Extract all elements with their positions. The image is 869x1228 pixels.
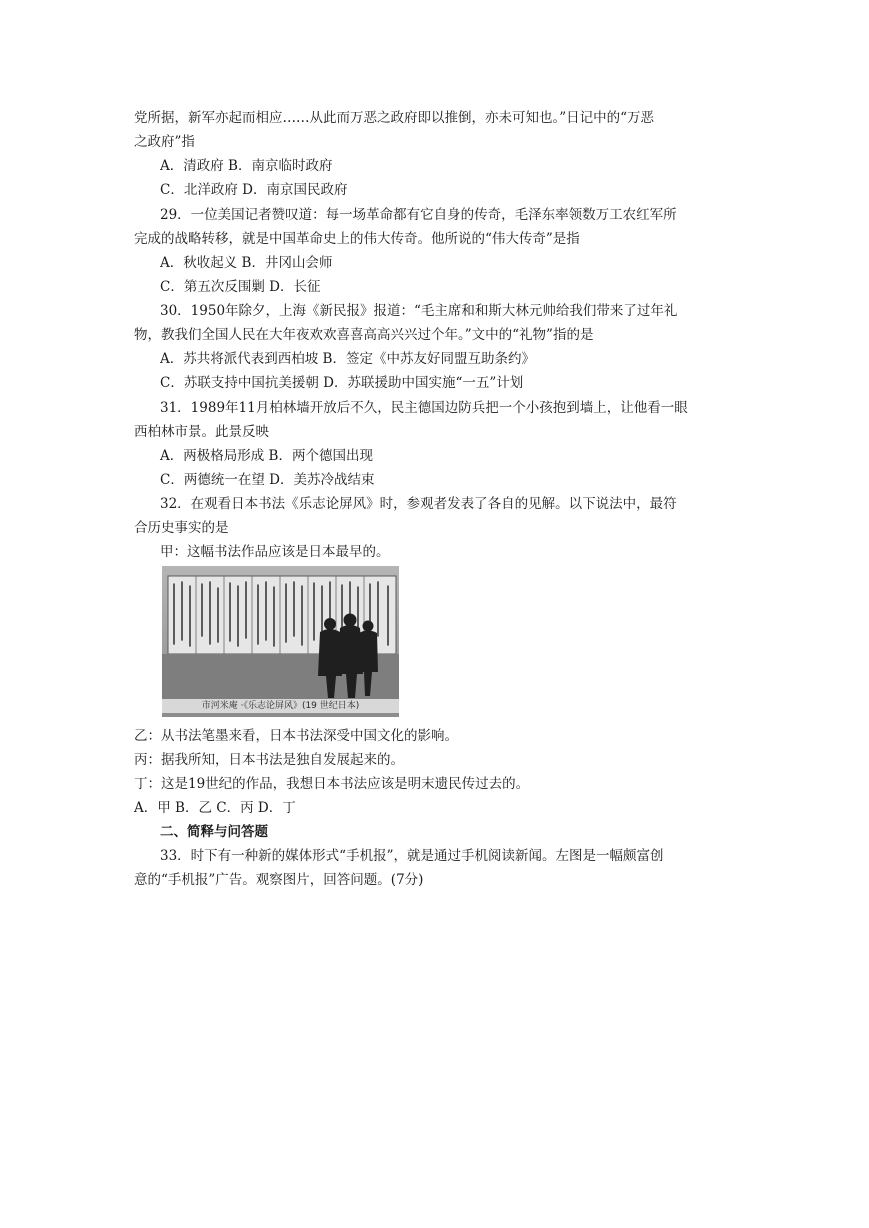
- q32-statement-ding: 丁：这是19世纪的作品，我想日本书法应该是明末遗民传过去的。: [134, 776, 530, 792]
- q33-stem-line1: 33．时下有一种新的媒体形式“手机报”，就是通过手机阅读新闻。左图是一幅颇富创: [160, 848, 664, 864]
- q32-statement-yi: 乙：从书法笔墨来看，日本书法深受中国文化的影响。: [134, 728, 458, 744]
- q29-stem-line1: 29．一位美国记者赞叹道：每一场革命都有它自身的传奇，毛泽东率领数万工农红军所: [160, 207, 677, 223]
- q30-stem-line2: 物，教我们全国人民在大年夜欢欢喜喜高高兴兴过个年。”文中的“礼物”指的是: [134, 327, 594, 343]
- q31-options-cd: C．两德统一在望 D．美苏冷战结束: [160, 472, 375, 488]
- q31-stem-line2: 西柏林市景。此景反映: [134, 424, 269, 440]
- q32-options: A．甲 B．乙 C．丙 D．丁: [134, 800, 296, 816]
- photo-illustration: [162, 566, 399, 717]
- q28-options-ab: A．清政府 B．南京临时政府: [160, 158, 333, 174]
- q28-stem-line2: 之政府”指: [134, 134, 195, 150]
- q30-options-cd: C．苏联支持中国抗美援朝 D．苏联援助中国实施“一五”计划: [160, 375, 524, 391]
- photo-caption: 市河米庵 ·《乐志论屏风》(19 世纪日本): [162, 699, 399, 713]
- q28-stem-line1: 党所据，新军亦起而相应……从此而万恶之政府即以推倒，亦未可知也。”日记中的“万恶: [134, 110, 655, 126]
- q32-statement-jia: 甲：这幅书法作品应该是日本最早的。: [160, 544, 390, 560]
- q28-options-cd: C．北洋政府 D．南京国民政府: [160, 182, 348, 198]
- q31-options-ab: A．两极格局形成 B．两个德国出现: [160, 448, 373, 464]
- q32-statement-bing: 丙：据我所知，日本书法是独自发展起来的。: [134, 752, 404, 768]
- q30-stem-line1: 30．1950年除夕，上海《新民报》报道：“毛主席和和斯大林元帅给我们带来了过年礼: [160, 303, 678, 319]
- q29-options-ab: A．秋收起义 B．井冈山会师: [160, 255, 333, 271]
- q31-stem-line1: 31．1989年11月柏林墙开放后不久，民主德国边防兵把一个小孩抱到墙上，让他看一眼: [160, 400, 688, 416]
- q32-stem-line2: 合历史事实的是: [134, 520, 229, 536]
- section-heading: 二、简释与问答题: [160, 824, 268, 840]
- calligraphy-screen-photo: [162, 566, 399, 717]
- q29-options-cd: C．第五次反围剿 D．长征: [160, 279, 321, 295]
- q30-options-ab: A．苏共将派代表到西柏坡 B．签定《中苏友好同盟互助条约》: [160, 351, 535, 367]
- q32-stem-line1: 32．在观看日本书法《乐志论屏风》时，参观者发表了各自的见解。以下说法中，最符: [160, 496, 677, 512]
- q29-stem-line2: 完成的战略转移，就是中国革命史上的伟大传奇。他所说的“伟大传奇”是指: [134, 231, 580, 247]
- q33-stem-line2: 意的“手机报”广告。观察图片，回答问题。(7分): [134, 872, 424, 888]
